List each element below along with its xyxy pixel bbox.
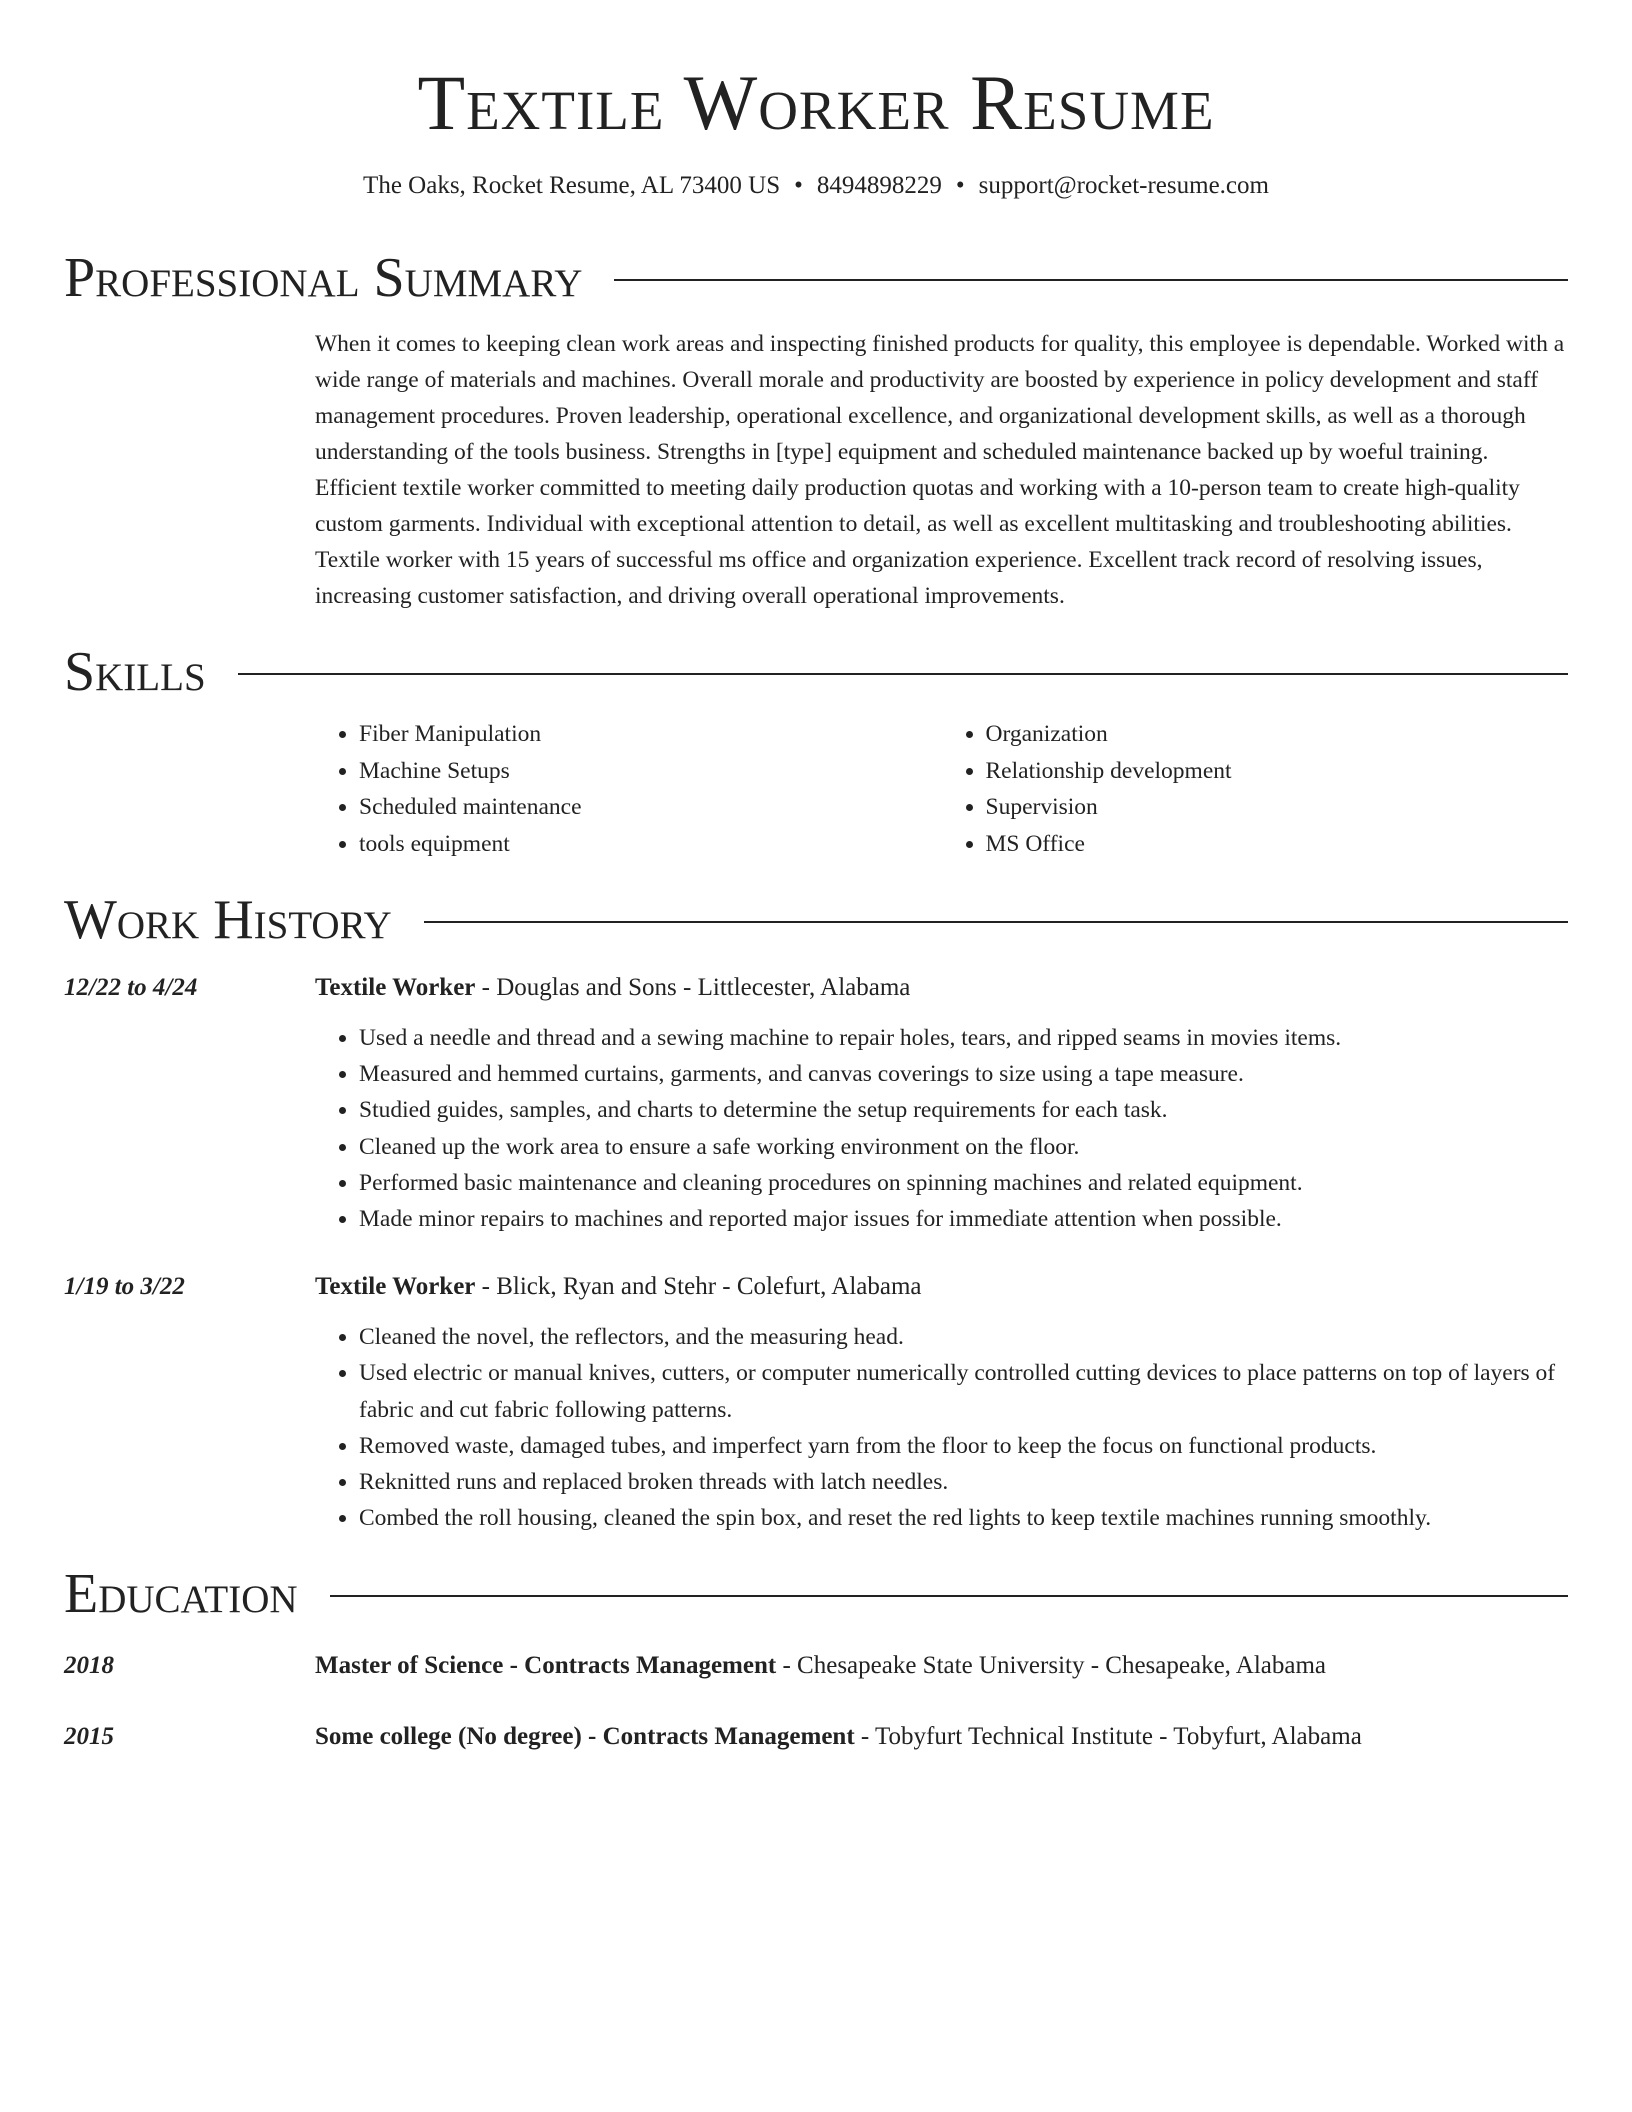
job-details — [315, 970, 1568, 1237]
job-duty: • Measured and hemmed curtains, garments, and canvas coverings to size using a tape measure. — [359, 1056, 1568, 1092]
section-title-skills: Skills — [64, 641, 206, 703]
job-title: Textile Worker — [315, 974, 476, 1001]
section-divider — [614, 279, 1568, 281]
job-duty: • Used electric or manual knives, cutters, or computer numerically controlled cutting devices to place patterns on top of layers of fabric and cut fabric following patterns. — [359, 1355, 1568, 1427]
job-dates: 1/19 to 3/22 — [64, 1273, 185, 1301]
skill-item: • Supervision — [986, 789, 1569, 826]
contact-address: The Oaks, Rocket Resume, AL 73400 US — [363, 172, 781, 199]
skill-item: • Relationship development — [986, 753, 1569, 790]
job-duties — [315, 1020, 1568, 1237]
section-divider — [424, 921, 1568, 923]
skill-item: • Organization — [986, 716, 1569, 753]
section-header-work-history — [64, 888, 1568, 952]
job-dates: 12/22 to 4/24 — [64, 974, 198, 1001]
job-duty: • Cleaned the novel, the reflectors, and the measuring head. — [359, 1319, 1568, 1355]
section-title-education: Education — [64, 1563, 298, 1626]
job-duties — [315, 1319, 1568, 1536]
section-header-summary — [64, 246, 1568, 310]
job-entry — [64, 970, 1568, 1237]
skills-column-right — [942, 716, 1569, 862]
education-school-location: - Chesapeake State University - Chesapeake, Alabama — [776, 1652, 1327, 1680]
education-year: 2018 — [64, 1652, 114, 1680]
job-duty: • Combed the roll housing, cleaned the spin box, and reset the red lights to keep textile machines running smoothly. — [359, 1500, 1568, 1536]
education-degree: Some college (No degree) - Contracts Management — [315, 1723, 855, 1751]
section-title-summary: Professional Summary — [64, 247, 583, 309]
skill-item: • MS Office — [986, 826, 1569, 863]
education-degree: Master of Science - Contracts Management — [315, 1652, 777, 1680]
section-title-work-history: Work History — [64, 889, 392, 951]
skills-list — [315, 716, 1568, 862]
job-details — [315, 1269, 1568, 1536]
education-details — [315, 1648, 1326, 1684]
job-company-location: - Douglas and Sons - Littlecester, Alabama — [475, 974, 911, 1001]
section-divider — [238, 673, 1568, 675]
job-duty: • Cleaned up the work area to ensure a safe working environment on the floor. — [359, 1129, 1568, 1165]
job-title: Textile Worker — [315, 1273, 476, 1301]
contact-separator: • — [794, 172, 803, 199]
job-header — [315, 970, 1568, 1006]
job-duty: • Removed waste, damaged tubes, and imperfect yarn from the floor to keep the focus on functional products. — [359, 1428, 1568, 1464]
job-duty: • Used a needle and thread and a sewing machine to repair holes, tears, and ripped seams in movies items. — [359, 1020, 1568, 1056]
skill-item: • Machine Setups — [359, 753, 942, 790]
education-entry — [64, 1719, 1568, 1755]
section-header-education — [64, 1562, 1568, 1626]
resume-page — [64, 0, 1568, 1755]
job-header — [315, 1269, 1568, 1305]
contact-email: support@rocket-resume.com — [978, 172, 1269, 199]
contact-line — [64, 170, 1568, 202]
contact-phone: 8494898229 — [816, 172, 942, 199]
job-duty: • Studied guides, samples, and charts to determine the setup requirements for each task. — [359, 1092, 1568, 1128]
section-divider — [330, 1595, 1568, 1597]
education-details — [315, 1719, 1362, 1755]
skills-column-left — [315, 716, 942, 862]
resume-title: Textile Worker Resume — [417, 59, 1215, 146]
job-entry — [64, 1269, 1568, 1536]
section-header-skills — [64, 640, 1568, 704]
summary-paragraph: When it comes to keeping clean work areas and inspecting finished products for quality, this employee is dependable. Worked with a wide range of materials and machines. Overall morale and productivity are boosted by experience in policy development and staff management procedures. Proven leadership, operational excellence, and organizational development skills, as well as a thorough understanding of the tools business. Strengths in [type] equipment and scheduled maintenance backed up by woeful training. Efficient textile worker committed to meeting daily production quotas and working with a 10-person team to create high-quality custom garments. Individual with exceptional attention to detail, as well as excellent multitasking and troubleshooting abilities. Textile worker with 15 years of successful ms office and organization experience. Excellent track record of resolving issues, increasing customer satisfaction, and driving overall operational improvements. — [315, 331, 1565, 609]
skill-item: • Scheduled maintenance — [359, 789, 942, 826]
job-duty: • Reknitted runs and replaced broken threads with latch needles. — [359, 1464, 1568, 1500]
education-school-location: - Tobyfurt Technical Institute - Tobyfurt, Alabama — [854, 1723, 1362, 1751]
job-duty: • Performed basic maintenance and cleaning procedures on spinning machines and related equipment. — [359, 1165, 1568, 1201]
contact-separator: • — [955, 172, 965, 199]
education-entry — [64, 1648, 1568, 1684]
job-company-location: - Blick, Ryan and Stehr - Colefurt, Alabama — [475, 1273, 922, 1301]
skill-item: • tools equipment — [359, 826, 942, 863]
skill-item: • Fiber Manipulation — [359, 716, 942, 753]
education-year: 2015 — [64, 1723, 114, 1751]
job-duty: • Made minor repairs to machines and reported major issues for immediate attention when possible. — [359, 1201, 1568, 1237]
